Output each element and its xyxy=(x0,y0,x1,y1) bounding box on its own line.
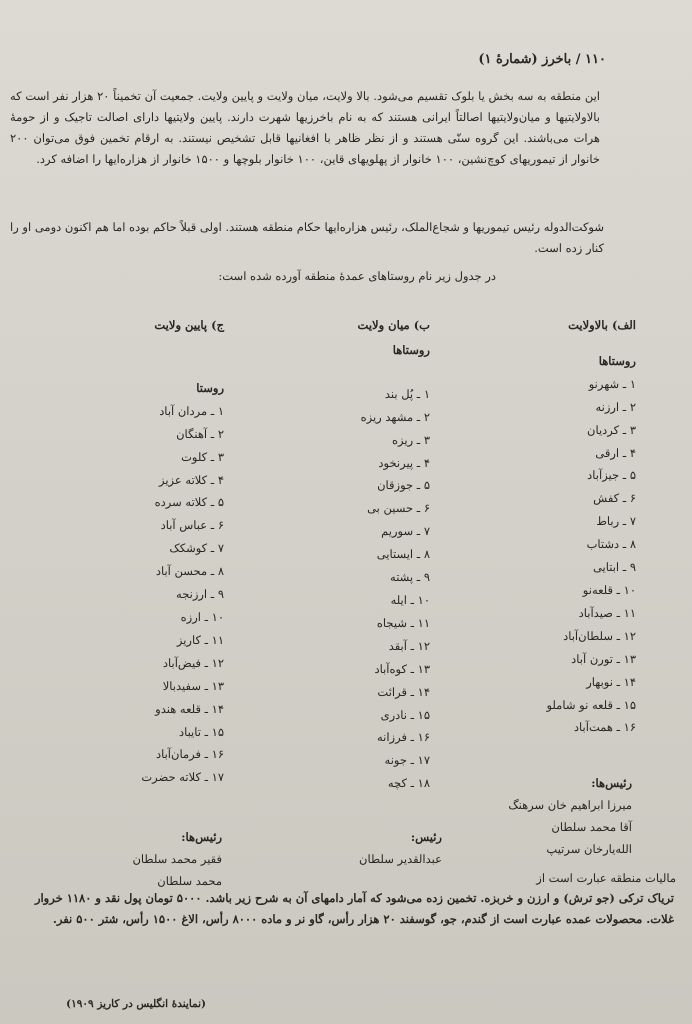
village-item: ۱ ـ پُل بند xyxy=(384,386,430,401)
page-footnote: (نمایندهٔ انگلیس در کاریز ۱۹۰۹) xyxy=(66,998,206,1010)
village-item: ۲ ـ آهنگان xyxy=(176,426,224,441)
village-item: ۱۶ ـ همت‌آباد xyxy=(573,720,636,735)
village-item: ۱۴ ـ نوبهار xyxy=(586,674,636,689)
village-item: ۱ ـ مردان آباد xyxy=(159,403,224,418)
chiefs-mian-velayat xyxy=(262,826,442,870)
village-item: ۱۵ ـ نادری xyxy=(380,707,430,722)
village-item: ۵ ـ جیزآباد xyxy=(587,468,636,483)
village-item: ۱۶ ـ فرزانه xyxy=(377,730,430,745)
village-item: ۳ ـ ریزه xyxy=(392,432,430,447)
village-item: ۱۵ ـ تایباد xyxy=(178,724,224,739)
village-list xyxy=(54,400,224,789)
village-item: ۴ ـ کلاته عزیز xyxy=(159,472,224,487)
village-item: ۱۳ ـ سفیدبالا xyxy=(162,678,224,693)
paragraph-region-intro: این منطقه به سه بخش یا بلوک تقسیم می‌شود. بالا ولایت، میان ولایت و پایین ولایت. جمعیت آن تخمیناً ۲۰ هزار نفر است که بالاولایتیها و میان‌ولایتیها اصالتاً ایرانی هستند که به نام باخرزیها شهرت دارند. پایین ولایتیها دارای اصالت تاجیک و از حومهٔ هرات می‌باشند. این گروه سنّی هستند و از نظر ظاهر با افغانیها قابل تشخیص نیستند. به ارقام تخمین فوق می‌توان ۲۰۰ خانوار از تیموریهای کوچ‌نشین، ۱۰۰ خانوار از پهلویهای قاین، ۱۰۰ خانوار بلوچها و ۱۵۰۰ خانوار از هزاره‌ایها را اضافه کرد. xyxy=(10,89,600,166)
page-header: ۱۱۰ / باخرز (شمارهٔ ۱) xyxy=(478,52,606,67)
chiefs-bala-velayat xyxy=(432,772,632,860)
paragraph-governors: شوکت‌الدوله رئیس تیموریها و شجاع‌الملک، رئیس هزاره‌ایها حکام منطقه هستند. اولی قبلاً حاکم بوده اما هم اکنون دومی او را کنار زده است. xyxy=(10,220,604,255)
village-item: ۹ ـ پشته xyxy=(390,570,430,585)
village-item: ۷ ـ کوشکک xyxy=(169,541,224,556)
column-paein-velayat xyxy=(54,314,224,789)
village-item: ۱۰ ـ ایله xyxy=(390,592,430,607)
village-item: ۹ ـ ارزنجه xyxy=(176,587,224,602)
village-item: ۱۱ ـ کاریز xyxy=(176,632,224,647)
chief-name: فقیر محمد سلطان xyxy=(132,852,222,866)
village-item: ۷ ـ سوریم xyxy=(381,524,430,539)
village-item: ۱۸ ـ کچه xyxy=(387,776,430,791)
village-item: ۴ ـ ارقی xyxy=(595,445,636,460)
tax-line: مالیات منطقه عبارت است از xyxy=(536,871,676,885)
village-item: ۱۷ ـ کلاته حضرت xyxy=(141,770,224,785)
column-heading: ب) میان ولایت xyxy=(357,318,430,332)
village-item: ۲ ـ ارزنه xyxy=(595,399,636,414)
village-item: ۱۲ ـ سلطان‌آباد xyxy=(563,628,636,643)
village-item: ۱۶ ـ فرمان‌آباد xyxy=(155,747,224,762)
column-heading: ج) پایین ولایت xyxy=(154,318,224,332)
village-item: ۱۴ ـ قلعه هندو xyxy=(155,701,224,716)
village-item: ۱۰ ـ ارزه xyxy=(180,609,224,624)
village-item: ۲ ـ مشهد ریزه xyxy=(360,409,430,424)
chief-name: محمد سلطان xyxy=(157,874,222,888)
chiefs-paein-velayat xyxy=(22,826,222,892)
chief-name: الله‌یارخان سرتیپ xyxy=(546,842,632,856)
village-item: ۹ ـ ابتایی xyxy=(592,560,636,575)
village-item: ۱۳ ـ کوه‌آباد xyxy=(374,661,430,676)
village-item: ۱۷ ـ جونه xyxy=(384,753,430,768)
column-mian-velayat xyxy=(280,314,430,795)
village-item: ۶ ـ کفش xyxy=(593,491,636,506)
village-item: ۶ ـ حسین بی xyxy=(367,501,430,516)
chief-name: عبدالقدیر سلطان xyxy=(359,852,442,866)
village-item: ۸ ـ محسن آباد xyxy=(155,564,224,579)
village-item: ۱۲ ـ آبقد xyxy=(388,638,430,653)
village-item: ۵ ـ جوزقان xyxy=(377,478,430,493)
village-item: ۱۴ ـ قرائت xyxy=(377,684,430,699)
village-item: ۸ ـ ایستایی xyxy=(376,547,430,562)
village-item: ۱۳ ـ تورن آباد xyxy=(571,651,636,666)
chiefs-title: رئیس: xyxy=(410,830,442,844)
tax-paragraph: تریاک ترکی (جو ترش) و ارزن و خربزه. تخمین زده می‌شود که آمار دامهای آن به شرح زیر باشد. ۵۰۰۰ تومان پول نقد و ۱۱۸۰ خروار غلات. محصولات عمده عبارت است از گندم، جو، گوسفند ۲۰ هزار رأس، گاو نر و ماده ۸۰۰۰ رأس، الاغ ۱۵۰۰ رأس، شتر ۵۰۰ نفر. xyxy=(34,891,674,926)
village-item: ۵ ـ کلاته سرده xyxy=(154,495,224,510)
column-heading: الف) بالاولایت xyxy=(568,318,636,332)
chiefs-title: رئیس‌ها: xyxy=(591,776,632,790)
village-item: ۱ ـ شهرنو xyxy=(588,376,636,391)
village-list xyxy=(486,373,636,740)
village-list xyxy=(280,383,430,795)
column-subheading: روستاها xyxy=(598,353,636,368)
village-item: ۶ ـ عباس آباد xyxy=(160,518,224,533)
village-item: ۱۱ ـ شیجاه xyxy=(376,615,430,630)
village-item: ۱۱ ـ صیدآباد xyxy=(578,605,636,620)
chief-name: آقا محمد سلطان xyxy=(551,820,632,834)
village-item: ۱۲ ـ فیض‌آباد xyxy=(162,655,224,670)
column-subheading: روستا xyxy=(196,380,224,395)
village-item: ۱۰ ـ قلعه‌نو xyxy=(582,582,636,597)
village-item: ۸ ـ دشتاب xyxy=(586,537,636,552)
paragraph-table-intro: در جدول زیر نام روستاهای عمدهٔ منطقه آورده شده است: xyxy=(218,269,496,283)
chiefs-title: رئیس‌ها: xyxy=(181,830,222,844)
chief-name: میرزا ابراهیم خان سرهنگ xyxy=(508,798,632,812)
column-subheading: روستاها xyxy=(392,342,430,357)
column-bala-velayat xyxy=(486,314,636,739)
village-item: ۷ ـ رباط xyxy=(596,514,636,529)
village-item: ۳ ـ کردیان xyxy=(587,422,636,437)
village-item: ۴ ـ پیرنخود xyxy=(378,455,430,470)
village-item: ۳ ـ کلوت xyxy=(181,449,224,464)
village-item: ۱۵ ـ قلعه نو شاملو xyxy=(546,697,636,712)
